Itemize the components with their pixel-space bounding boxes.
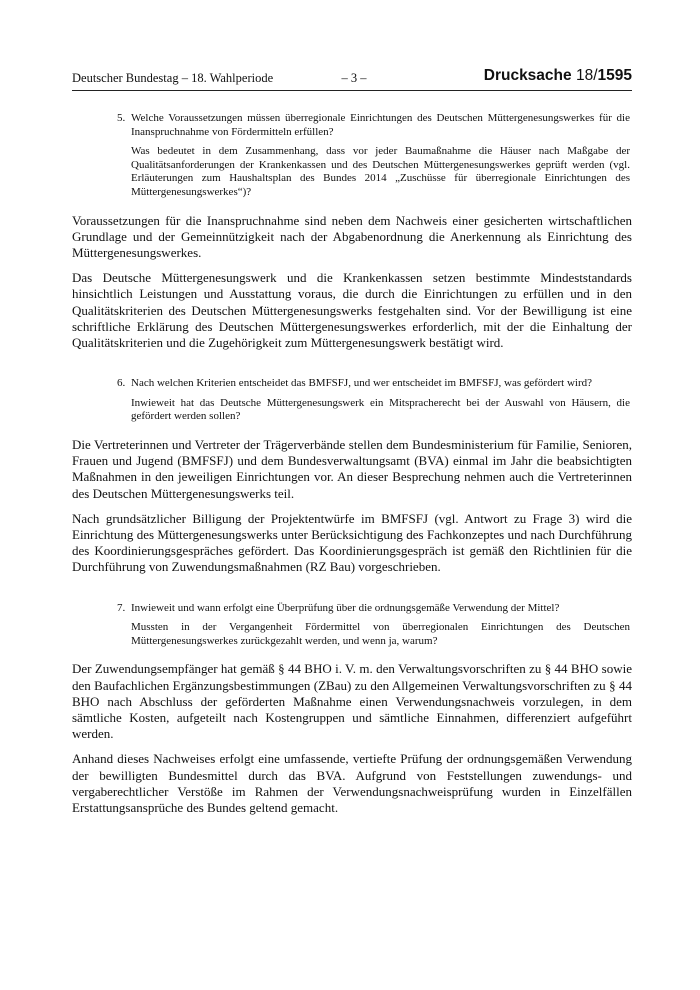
question-number: 6.	[117, 377, 126, 390]
question-5	[117, 112, 630, 200]
question-7	[117, 602, 630, 649]
question-number: 7.	[117, 601, 126, 614]
page-header	[72, 68, 632, 91]
answer-7	[72, 661, 632, 816]
answer-paragraph: Anhand dieses Nachweises erfolgt eine umfassende, vertiefte Prüfung der ordnungsgemäßen Verwendung der bewilligten Bundesmittel durch das BVA. Aufgrund von Feststellungen zuwendungs- und vergaberechtlicher Verstöße im Rahmen der Verwendungsnachweisprüfung wurden in Einzelfällen Erstattungsansprüche des Bundes geltend gemacht.	[72, 751, 632, 815]
answer-5	[72, 213, 632, 352]
question-subtext: Mussten in der Vergangenheit Fördermittel von überregionalen Einrichtungen des Deutschen Müttergenesungswerkes zurückgezahlt werden, und wenn ja, warum?	[131, 621, 630, 647]
question-text: Nach welchen Kriterien entscheidet das BMFSFJ, und wer entscheidet im BMFSFJ, was gefördert wird?	[131, 377, 592, 390]
document-number-period: 18/	[575, 67, 598, 84]
answer-6	[72, 437, 632, 576]
question-text: Welche Voraussetzungen müssen überregionale Einrichtungen des Deutschen Müttergenesungswerkes für die Inanspruchnahme von Fördermitteln erfüllen?	[131, 112, 630, 138]
page-number: – 3 –	[341, 71, 367, 85]
document-number	[484, 67, 632, 85]
question-6	[117, 377, 630, 424]
question-number: 5.	[117, 112, 126, 124]
question-subtext: Inwieweit hat das Deutsche Müttergenesungswerk ein Mitspracherecht bei der Auswahl von Häusern, die gefördert werden sollen?	[131, 396, 630, 423]
answer-paragraph: Die Vertreterinnen und Vertreter der Trägerverbände stellen dem Bundesministerium für Familie, Senioren, Frauen und Jugend (BMFSFJ) und dem Bundesverwaltungsamt (BVA) einmal im Jahr die beabsichtigten Maßnahmen in den jeweiligen Einrichtungen vor. An dieser Besprechung nehmen auch die Vertreterinnen des Deutschen Müttergenesungswerks teil.	[72, 436, 632, 501]
answer-paragraph: Voraussetzungen für die Inanspruchnahme sind neben dem Nachweis einer gesicherten wirtschaftlichen Grundlage und der Gemeinnützigkeit nach der Abgabenordnung die Anerkennung als Einrichtung des Müttergenesungswerkes.	[72, 212, 632, 260]
question-subtext: Was bedeutet in dem Zusammenhang, dass vor jeder Baumaßnahme die Häuser nach Maßgabe der Qualitätsanforderungen der Krankenkassen und des Deutschen Müttergenesungswerkes geprüft werden (vgl. Erläuterungen zum Haushaltsplan des Bundes 2014 „Zuschüsse für überregionale Einrichtungen des Müttergenesungswerkes“)?	[131, 145, 630, 198]
document-number-label: Drucksache	[483, 67, 576, 84]
document-number-id: 1595	[597, 67, 632, 84]
header-publication: Deutscher Bundestag – 18. Wahlperiode	[72, 71, 274, 85]
answer-paragraph: Nach grundsätzlicher Billigung der Projektentwürfe im BMFSFJ (vgl. Antwort zu Frage 3) wird die Einrichtung des Müttergenesungswerks unter Berücksichtigung des Fachkonzeptes und nach Durchführung des Koordinierungsgespräches gefördert. Das Koordinierungsgespräch ist gemäß den Richtlinien für die Durchführung von Zuwendungsmaßnahmen (RZ Bau) vorgeschrieben.	[72, 510, 632, 575]
answer-paragraph: Das Deutsche Müttergenesungswerk und die Krankenkassen setzen bestimmte Mindeststandards hinsichtlich Leistungen und Ausstattung voraus, die durch die Einrichtungen zu erfüllen und in den Qualitätskriterien des Deutschen Müttergenesungswerks festgehalten sind. Vor der Bewilligung ist eine schriftliche Erklärung des Deutschen Müttergenesungswerkes erforderlich, mit der die Einhaltung der Qualitätskriterien und die Zugehörigkeit zum Müttergenesungswerk bestätigt wird.	[72, 270, 632, 350]
page-body	[72, 112, 632, 816]
question-text: Inwieweit und wann erfolgt eine Überprüfung über die ordnungsgemäße Verwendung der Mittel?	[131, 601, 560, 614]
answer-paragraph: Der Zuwendungsempfänger hat gemäß § 44 BHO i. V. m. den Verwaltungsvorschriften zu § 44 BHO sowie den Baufachlichen Ergänzungsbestimmungen (ZBau) zu den Allgemeinen Verwaltungsvorschriften zu § 44 BHO nach Abschluss der geförderten Maßnahme einen Verwendungsnachweis vorzulegen, in dem sämtliche Kosten, aufgeteilt nach Kostengruppen und sämtliche Einnahmen, differenziert aufgeführt werden.	[72, 661, 632, 742]
